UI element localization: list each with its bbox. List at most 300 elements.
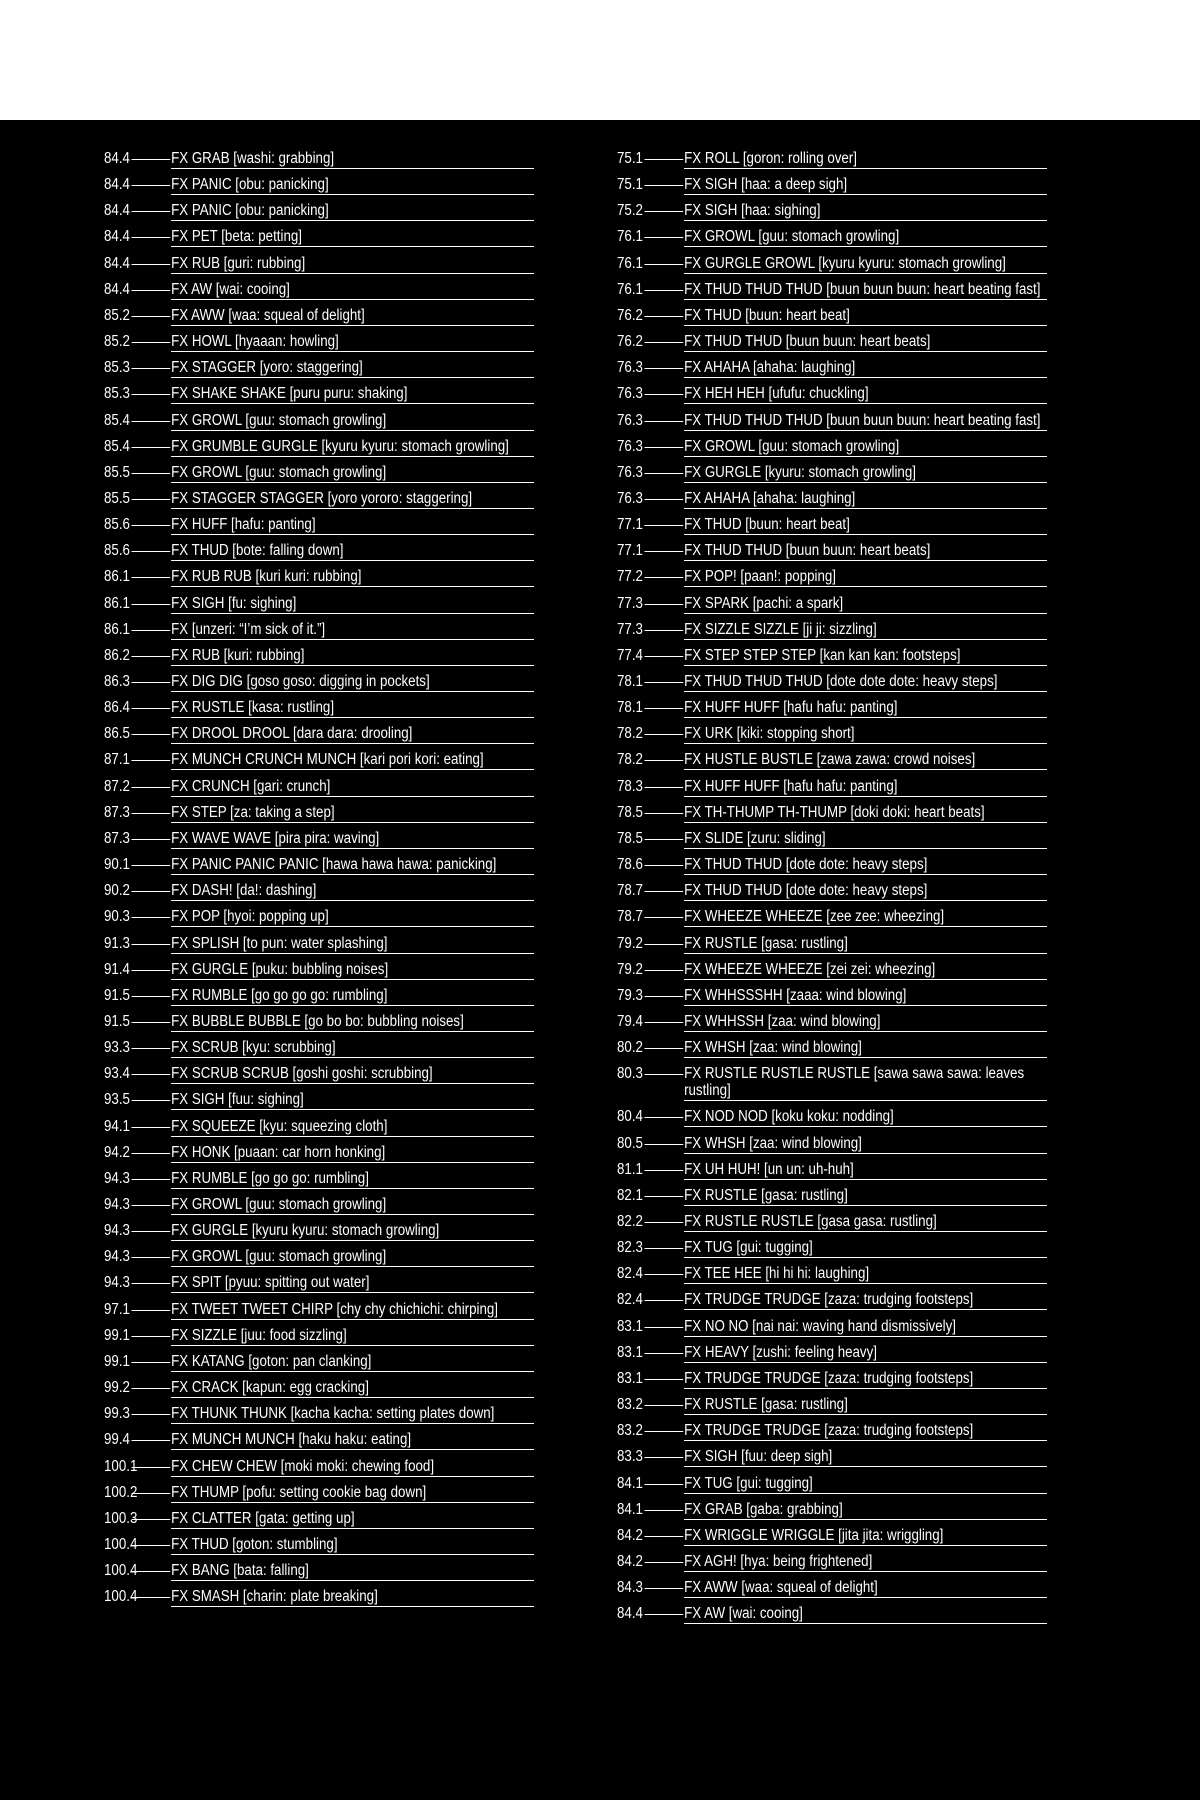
- leader-line: [645, 1117, 684, 1118]
- sfx-entry: [104, 176, 534, 195]
- sfx-description: FX GROWL [guu: stomach growling]: [684, 438, 1047, 457]
- leader-line: [132, 1493, 171, 1494]
- sfx-description: FX STEP STEP STEP [kan kan kan: footsteps]: [684, 647, 1047, 666]
- sfx-description: FX RUB [guri: rubbing]: [171, 255, 534, 274]
- leader-line: [645, 264, 684, 265]
- leader-line: [645, 734, 684, 735]
- leader-line: [132, 970, 171, 971]
- sfx-entry: [104, 1301, 534, 1320]
- sfx-entry: [617, 1501, 1047, 1520]
- sfx-description: FX SIGH [haa: sighing]: [684, 202, 1047, 221]
- sfx-entry: [617, 1135, 1047, 1154]
- sfx-description: FX RUMBLE [go go go go: rumbling]: [171, 987, 534, 1006]
- sfx-entry: [104, 1379, 534, 1398]
- sfx-entry: [104, 385, 534, 404]
- page-panel-number: 84.1: [617, 1500, 643, 1518]
- leader-line: [645, 211, 684, 212]
- sfx-description: FX TRUDGE TRUDGE [zaza: trudging footsteps]: [684, 1370, 1047, 1389]
- sfx-description: FX [unzeri: “I’m sick of it.”]: [171, 621, 534, 640]
- sfx-description: FX DASH! [da!: dashing]: [171, 882, 534, 901]
- leader-line: [132, 316, 171, 317]
- page-panel-number: 84.4: [104, 228, 130, 246]
- page-panel-number: 86.4: [104, 699, 130, 717]
- sfx-description: FX PET [beta: petting]: [171, 228, 534, 247]
- page-panel-number: 100.4: [104, 1588, 138, 1606]
- leader-line: [645, 708, 684, 709]
- leader-line: [645, 368, 684, 369]
- sfx-entry: [617, 412, 1047, 431]
- leader-line: [645, 996, 684, 997]
- sfx-entry: [617, 1065, 1047, 1101]
- sfx-entry: [617, 1213, 1047, 1232]
- sfx-entry: [104, 150, 534, 169]
- sfx-description: FX GURGLE GROWL [kyuru kyuru: stomach growling]: [684, 255, 1047, 274]
- sfx-description: FX DIG DIG [goso goso: digging in pockets]: [171, 673, 534, 692]
- page-panel-number: 84.4: [104, 202, 130, 220]
- page-panel-number: 80.2: [617, 1039, 643, 1057]
- sfx-description: FX CHEW CHEW [moki moki: chewing food]: [171, 1458, 534, 1477]
- sfx-entry: [104, 359, 534, 378]
- leader-line: [645, 1327, 684, 1328]
- leader-line: [132, 290, 171, 291]
- leader-line: [132, 1467, 171, 1468]
- sfx-description: FX WRIGGLE WRIGGLE [jita jita: wriggling]: [684, 1527, 1047, 1546]
- top-white-band: [0, 0, 1200, 120]
- leader-line: [132, 996, 171, 997]
- page-panel-number: 91.5: [104, 986, 130, 1004]
- sfx-entry: [104, 1588, 534, 1607]
- sfx-description: FX UH HUH! [un un: uh-huh]: [684, 1161, 1047, 1180]
- page-panel-number: 79.2: [617, 960, 643, 978]
- leader-line: [132, 708, 171, 709]
- sfx-description: FX RUSTLE RUSTLE RUSTLE [sawa sawa sawa: leaves rustling]: [684, 1065, 1047, 1101]
- page-panel-number: 100.1: [104, 1457, 138, 1475]
- page-panel-number: 85.4: [104, 437, 130, 455]
- page-panel-number: 79.2: [617, 934, 643, 952]
- leader-line: [132, 891, 171, 892]
- sfx-entry: [617, 1553, 1047, 1572]
- leader-line: [132, 1179, 171, 1180]
- sfx-description: FX STAGGER [yoro: staggering]: [171, 359, 534, 378]
- sfx-entry: [617, 673, 1047, 692]
- sfx-description: FX STEP [za: taking a step]: [171, 804, 534, 823]
- page-panel-number: 97.1: [104, 1300, 130, 1318]
- leader-line: [645, 1048, 684, 1049]
- page-panel-number: 76.3: [617, 359, 643, 377]
- sfx-entry: [617, 1187, 1047, 1206]
- leader-line: [132, 917, 171, 918]
- leader-line: [645, 944, 684, 945]
- sfx-description: FX AHAHA [ahaha: laughing]: [684, 490, 1047, 509]
- sfx-entry: [104, 647, 534, 666]
- leader-line: [645, 1379, 684, 1380]
- page-panel-number: 87.3: [104, 803, 130, 821]
- page-panel-number: 78.5: [617, 829, 643, 847]
- page-panel-number: 78.7: [617, 882, 643, 900]
- sfx-description: FX THUD THUD [dote dote: heavy steps]: [684, 882, 1047, 901]
- sfx-entry: [104, 1222, 534, 1241]
- sfx-entry: [104, 830, 534, 849]
- sfx-description: FX THUD THUD [dote dote: heavy steps]: [684, 856, 1047, 875]
- page-panel-number: 90.1: [104, 856, 130, 874]
- sfx-entry: [617, 228, 1047, 247]
- page-panel-number: 87.2: [104, 777, 130, 795]
- leader-line: [132, 813, 171, 814]
- sfx-description: FX AWW [waa: squeal of delight]: [684, 1579, 1047, 1598]
- leader-line: [132, 630, 171, 631]
- leader-line: [132, 525, 171, 526]
- sfx-description: FX AW [wai: cooing]: [171, 281, 534, 300]
- sfx-description: FX GRAB [gaba: grabbing]: [684, 1501, 1047, 1520]
- page-panel-number: 80.3: [617, 1065, 643, 1083]
- leader-line: [645, 1196, 684, 1197]
- sfx-description: FX RUB [kuri: rubbing]: [171, 647, 534, 666]
- sfx-description: FX AHAHA [ahaha: laughing]: [684, 359, 1047, 378]
- sfx-entry: [104, 568, 534, 587]
- sfx-entry: [617, 1605, 1047, 1624]
- sfx-entry: [104, 542, 534, 561]
- sfx-entry: [617, 1039, 1047, 1058]
- sfx-description: FX CRACK [kapun: egg cracking]: [171, 1379, 534, 1398]
- sfx-entry: [104, 751, 534, 770]
- page-panel-number: 94.3: [104, 1196, 130, 1213]
- leader-line: [132, 551, 171, 552]
- sfx-entry: [104, 1510, 534, 1529]
- leader-line: [645, 682, 684, 683]
- leader-line: [645, 342, 684, 343]
- leader-line: [645, 394, 684, 395]
- page-panel-number: 85.5: [104, 463, 130, 481]
- sfx-description: FX RUSTLE [gasa: rustling]: [684, 1396, 1047, 1415]
- page-panel-number: 84.2: [617, 1552, 643, 1570]
- leader-line: [645, 1405, 684, 1406]
- sfx-entry: [617, 176, 1047, 195]
- page-panel-number: 80.5: [617, 1134, 643, 1152]
- sfx-entry: [617, 1291, 1047, 1310]
- sfx-description: FX TWEET TWEET CHIRP [chy chy chichichi: chirping]: [171, 1301, 534, 1320]
- leader-line: [132, 421, 171, 422]
- page-panel-number: 99.1: [104, 1352, 130, 1370]
- leader-line: [132, 1388, 171, 1389]
- leader-line: [132, 1310, 171, 1311]
- sfx-entry: [617, 438, 1047, 457]
- page-panel-number: 77.3: [617, 620, 643, 638]
- page-panel-number: 77.2: [617, 568, 643, 586]
- leader-line: [645, 316, 684, 317]
- sfx-entry: [104, 699, 534, 718]
- page-panel-number: 85.2: [104, 333, 130, 351]
- sfx-entry: [104, 1274, 534, 1293]
- leader-line: [645, 1431, 684, 1432]
- sfx-description: FX SHAKE SHAKE [puru puru: shaking]: [171, 385, 534, 404]
- leader-line: [132, 473, 171, 474]
- page-panel-number: 78.5: [617, 803, 643, 821]
- sfx-entry: [617, 1370, 1047, 1389]
- sfx-description: FX THUD THUD [buun buun: heart beats]: [684, 542, 1047, 561]
- page-panel-number: 91.3: [104, 934, 130, 952]
- leader-line: [645, 473, 684, 474]
- page-panel-number: 85.4: [104, 411, 130, 429]
- sfx-description: FX RUSTLE [kasa: rustling]: [171, 699, 534, 718]
- sfx-description: FX WHEEZE WHEEZE [zee zee: wheezing]: [684, 908, 1047, 927]
- page-panel-number: 85.3: [104, 385, 130, 403]
- page-panel-number: 100.3: [104, 1509, 138, 1527]
- sfx-entry: [104, 1091, 534, 1110]
- page-panel-number: 84.4: [104, 176, 130, 194]
- sfx-entry: [617, 150, 1047, 169]
- sfx-entry: [104, 1458, 534, 1477]
- sfx-description: FX TUG [gui: tugging]: [684, 1475, 1047, 1494]
- sfx-entry: [104, 1144, 534, 1163]
- page-panel-number: 75.2: [617, 202, 643, 220]
- sfx-entry: [617, 647, 1047, 666]
- sfx-description: FX STAGGER STAGGER [yoro yororo: staggering]: [171, 490, 534, 509]
- page-panel-number: 75.1: [617, 176, 643, 194]
- sfx-entry: [104, 412, 534, 431]
- leader-line: [645, 290, 684, 291]
- page-panel-number: 85.6: [104, 542, 130, 560]
- sfx-description: FX WHSH [zaa: wind blowing]: [684, 1135, 1047, 1154]
- leader-line: [645, 447, 684, 448]
- page-panel-number: 77.3: [617, 594, 643, 612]
- leader-line: [645, 656, 684, 657]
- sfx-entry: [617, 1239, 1047, 1258]
- leader-line: [645, 1222, 684, 1223]
- page-panel-number: 90.2: [104, 882, 130, 900]
- sfx-description: FX GURGLE [kyuru kyuru: stomach growling]: [171, 1222, 534, 1241]
- sfx-entry: [104, 1536, 534, 1555]
- leader-line: [132, 1571, 171, 1572]
- leader-line: [645, 787, 684, 788]
- sfx-entry: [104, 281, 534, 300]
- sfx-description: FX WHHSSSHH [zaaa: wind blowing]: [684, 987, 1047, 1006]
- page-panel-number: 83.1: [617, 1343, 643, 1361]
- page-panel-number: 78.1: [617, 699, 643, 717]
- page-panel-number: 86.1: [104, 568, 130, 586]
- leader-line: [132, 159, 171, 160]
- page-panel-number: 76.2: [617, 306, 643, 324]
- leader-line: [132, 499, 171, 500]
- page-panel-number: 93.5: [104, 1091, 130, 1109]
- sfx-description: FX KATANG [goton: pan clanking]: [171, 1353, 534, 1372]
- sfx-entry: [617, 1265, 1047, 1284]
- leader-line: [132, 656, 171, 657]
- sfx-description: FX POP! [paan!: popping]: [684, 568, 1047, 587]
- page-panel-number: 84.4: [104, 254, 130, 272]
- page-panel-number: 93.4: [104, 1065, 130, 1083]
- page-panel-number: 100.4: [104, 1535, 138, 1553]
- sfx-entry: [617, 1422, 1047, 1441]
- sfx-description: FX SCRUB SCRUB [goshi goshi: scrubbing]: [171, 1065, 534, 1084]
- sfx-entry: [617, 856, 1047, 875]
- leader-line: [132, 1022, 171, 1023]
- sfx-entry: [617, 1108, 1047, 1127]
- sfx-entry: [617, 568, 1047, 587]
- sfx-entry: [104, 673, 534, 692]
- leader-line: [132, 1231, 171, 1232]
- sfx-entry: [617, 699, 1047, 718]
- sfx-description: FX SMASH [charin: plate breaking]: [171, 1588, 534, 1607]
- sfx-description: FX CRUNCH [gari: crunch]: [171, 778, 534, 797]
- page-panel-number: 83.1: [617, 1369, 643, 1387]
- page-panel-number: 100.4: [104, 1562, 138, 1580]
- sfx-description: FX SPARK [pachi: a spark]: [684, 595, 1047, 614]
- sfx-description: FX SIGH [fu: sighing]: [171, 595, 534, 614]
- page-panel-number: 91.4: [104, 960, 130, 978]
- sfx-description: FX WHSH [zaa: wind blowing]: [684, 1039, 1047, 1058]
- sfx-description: FX URK [kiki: stopping short]: [684, 725, 1047, 744]
- sfx-entry: [104, 1562, 534, 1581]
- sfx-description: FX HEH HEH [ufufu: chuckling]: [684, 385, 1047, 404]
- sfx-description: FX BUBBLE BUBBLE [go bo bo: bubbling noises]: [171, 1013, 534, 1032]
- leader-line: [132, 944, 171, 945]
- leader-line: [645, 1353, 684, 1354]
- sfx-entry: [104, 935, 534, 954]
- sfx-entry: [104, 1327, 534, 1346]
- sfx-entry: [104, 516, 534, 535]
- page-panel-number: 94.2: [104, 1143, 130, 1161]
- page-panel-number: 90.3: [104, 908, 130, 926]
- leader-line: [645, 1074, 684, 1075]
- sfx-description: FX WAVE WAVE [pira pira: waving]: [171, 830, 534, 849]
- page-panel-number: 78.7: [617, 908, 643, 926]
- leader-line: [645, 1248, 684, 1249]
- leader-line: [132, 1440, 171, 1441]
- page-panel-number: 83.2: [617, 1396, 643, 1414]
- page-panel-number: 100.2: [104, 1483, 138, 1501]
- sfx-entry: [104, 595, 534, 614]
- page-panel-number: 82.1: [617, 1186, 643, 1204]
- page-panel-number: 79.3: [617, 986, 643, 1004]
- sfx-entry: [617, 830, 1047, 849]
- leader-line: [645, 891, 684, 892]
- sfx-description: FX GROWL [guu: stomach growling]: [171, 1196, 534, 1215]
- page-panel-number: 85.2: [104, 306, 130, 324]
- sfx-entry: [617, 490, 1047, 509]
- page-panel-number: 86.3: [104, 673, 130, 690]
- page-panel-number: 94.3: [104, 1169, 130, 1187]
- sfx-entry: [104, 987, 534, 1006]
- sfx-entry: [617, 778, 1047, 797]
- page-panel-number: 77.1: [617, 542, 643, 560]
- sfx-entry: [104, 1431, 534, 1450]
- page-panel-number: 86.5: [104, 725, 130, 743]
- sfx-entry: [617, 1161, 1047, 1180]
- sfx-entry: [617, 1344, 1047, 1363]
- sfx-description: FX POP [hyoi: popping up]: [171, 908, 534, 927]
- sfx-description: FX TUG [gui: tugging]: [684, 1239, 1047, 1258]
- leader-line: [645, 1510, 684, 1511]
- sfx-description: FX TH-THUMP TH-THUMP [doki doki: heart beats]: [684, 804, 1047, 823]
- sfx-description: FX THUD [goton: stumbling]: [171, 1536, 534, 1555]
- sfx-description: FX SIZZLE SIZZLE [ji ji: sizzling]: [684, 621, 1047, 640]
- page-panel-number: 76.3: [617, 437, 643, 455]
- sfx-entry: [104, 333, 534, 352]
- sfx-entry: [104, 1013, 534, 1032]
- sfx-description: FX THUD THUD [buun buun: heart beats]: [684, 333, 1047, 352]
- page-panel-number: 87.1: [104, 751, 130, 769]
- sfx-entry: [617, 1579, 1047, 1598]
- page-panel-number: 84.4: [104, 150, 130, 167]
- page-panel-number: 78.3: [617, 777, 643, 795]
- page-panel-number: 82.2: [617, 1213, 643, 1230]
- sfx-description: FX RUSTLE RUSTLE [gasa gasa: rustling]: [684, 1213, 1047, 1232]
- sfx-entry: [617, 804, 1047, 823]
- sfx-entry: [617, 385, 1047, 404]
- leader-line: [645, 1614, 684, 1615]
- sfx-description: FX HEAVY [zushi: feeling heavy]: [684, 1344, 1047, 1363]
- sfx-entry: [617, 961, 1047, 980]
- sfx-description: FX SCRUB [kyu: scrubbing]: [171, 1039, 534, 1058]
- sfx-description: FX RUSTLE [gasa: rustling]: [684, 935, 1047, 954]
- leader-line: [132, 1074, 171, 1075]
- sfx-entry: [104, 908, 534, 927]
- leader-line: [645, 970, 684, 971]
- sfx-description: FX RUB RUB [kuri kuri: rubbing]: [171, 568, 534, 587]
- leader-line: [132, 1336, 171, 1337]
- sfx-description: FX SIGH [fuu: sighing]: [171, 1091, 534, 1110]
- sfx-entry: [104, 228, 534, 247]
- sfx-description: FX PANIC [obu: panicking]: [171, 176, 534, 195]
- sfx-entry: [104, 307, 534, 326]
- sfx-entry: [617, 281, 1047, 300]
- page-panel-number: 82.3: [617, 1239, 643, 1257]
- page-panel-number: 81.1: [617, 1160, 643, 1178]
- page-panel-number: 84.4: [104, 280, 130, 298]
- leader-line: [132, 734, 171, 735]
- page-panel-number: 94.3: [104, 1248, 130, 1266]
- page-panel-number: 84.3: [617, 1579, 643, 1597]
- sfx-entry: [617, 725, 1047, 744]
- leader-line: [132, 211, 171, 212]
- sfx-entry: [617, 751, 1047, 770]
- page-panel-number: 86.2: [104, 646, 130, 664]
- sfx-description: FX THUMP [pofu: setting cookie bag down]: [171, 1484, 534, 1503]
- leader-line: [132, 447, 171, 448]
- page-panel-number: 87.3: [104, 829, 130, 847]
- page-panel-number: 94.3: [104, 1274, 130, 1292]
- sfx-description: FX THUD [buun: heart beat]: [684, 307, 1047, 326]
- leader-line: [132, 682, 171, 683]
- sfx-description: FX GROWL [guu: stomach growling]: [171, 412, 534, 431]
- leader-line: [645, 1300, 684, 1301]
- page-panel-number: 94.3: [104, 1222, 130, 1240]
- sfx-entry: [104, 255, 534, 274]
- leader-line: [132, 394, 171, 395]
- sfx-entry: [104, 1248, 534, 1267]
- leader-line: [645, 865, 684, 866]
- sfx-entry: [104, 1484, 534, 1503]
- page-panel-number: 83.1: [617, 1317, 643, 1335]
- sfx-description: FX PANIC [obu: panicking]: [171, 202, 534, 221]
- page-panel-number: 76.1: [617, 228, 643, 246]
- page-panel-number: 78.2: [617, 751, 643, 769]
- leader-line: [132, 787, 171, 788]
- sfx-entry: [617, 987, 1047, 1006]
- sfx-entry: [104, 202, 534, 221]
- page-panel-number: 99.2: [104, 1379, 130, 1397]
- page-panel-number: 93.3: [104, 1039, 130, 1057]
- sfx-description: FX SLIDE [zuru: sliding]: [684, 830, 1047, 849]
- sfx-description: FX RUSTLE [gasa: rustling]: [684, 1187, 1047, 1206]
- leader-line: [645, 159, 684, 160]
- sfx-entry: [617, 542, 1047, 561]
- sfx-entry: [617, 516, 1047, 535]
- page-panel-number: 94.1: [104, 1117, 130, 1135]
- leader-line: [645, 1588, 684, 1589]
- page-panel-number: 99.4: [104, 1431, 130, 1449]
- page-panel-number: 77.1: [617, 516, 643, 534]
